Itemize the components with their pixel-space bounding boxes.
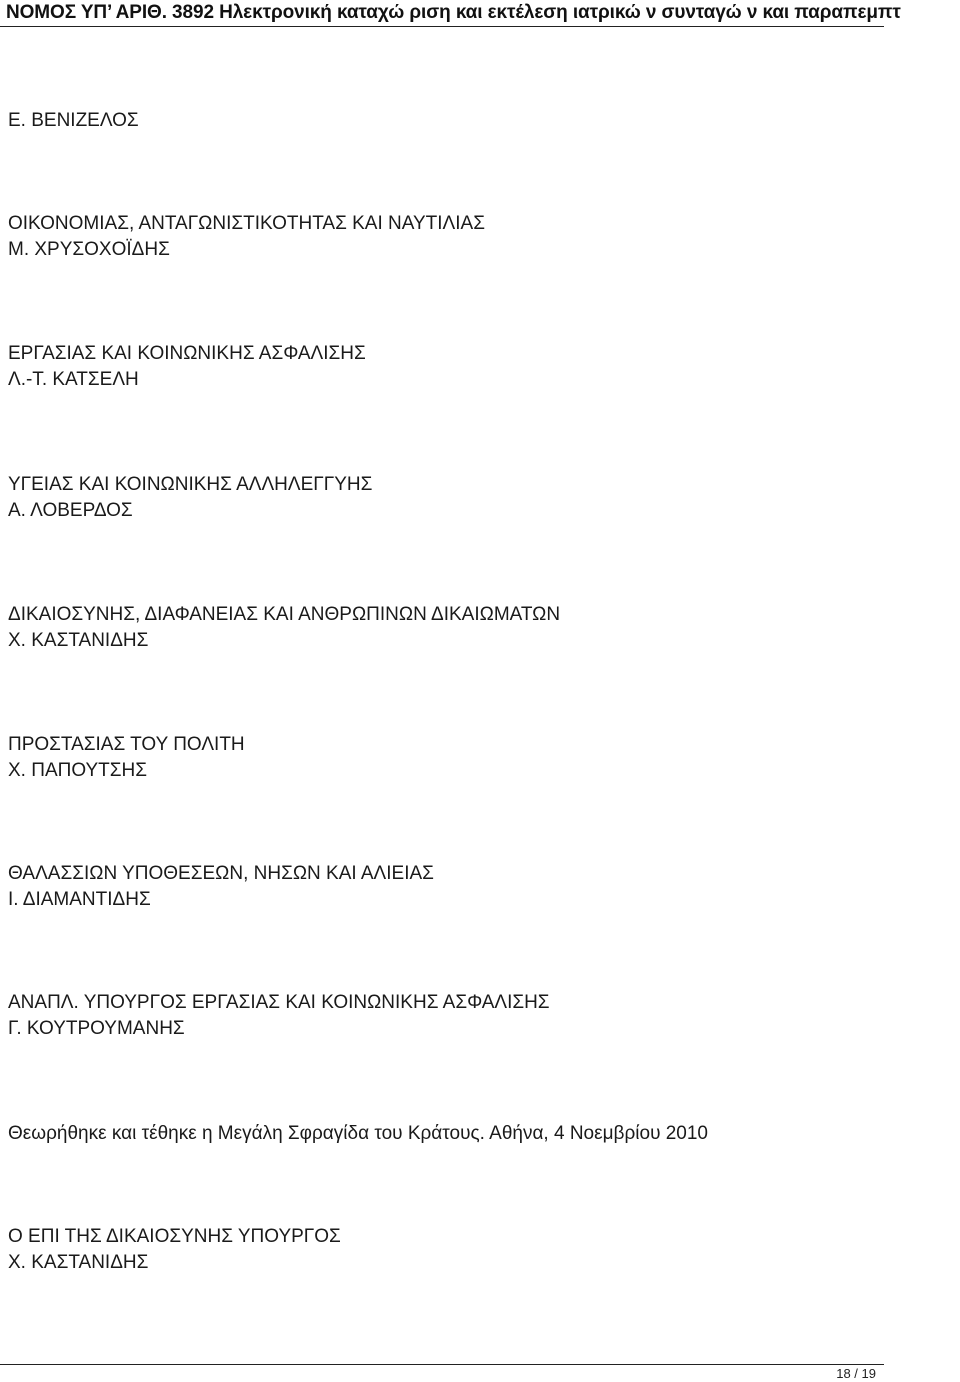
ministry-title: ΥΓΕΙΑΣ ΚΑΙ ΚΟΙΝΩΝΙΚΗΣ ΑΛΛΗΛΕΓΓΥΗΣ <box>8 474 373 495</box>
signature-block-justice <box>8 602 560 653</box>
footer-divider <box>0 1364 884 1365</box>
seal-statement-text: Θεωρήθηκε και τέθηκε η Μεγάλη Σφραγίδα του Κράτους. Αθήνα, 4 Νοεμβρίου 2010 <box>8 1123 709 1144</box>
ministry-title: ΠΡΟΣΤΑΣΙΑΣ ΤΟΥ ΠΟΛΙΤΗ <box>8 734 245 755</box>
ministry-title: Ο ΕΠΙ ΤΗΣ ΔΙΚΑΙΟΣΥΝΗΣ ΥΠΟΥΡΓΟΣ <box>8 1226 341 1247</box>
signatory-name: Χ. ΚΑΣΤΑΝΙΔΗΣ <box>8 629 149 651</box>
ministry-title: ΑΝΑΠΛ. ΥΠΟΥΡΓΟΣ ΕΡΓΑΣΙΑΣ ΚΑΙ ΚΟΙΝΩΝΙΚΗΣ ΑΣΦΑΛΙΣΗΣ <box>8 992 550 1013</box>
signature-block-deputy-labour <box>8 990 550 1041</box>
signatory-name: Ι. ΔΙΑΜΑΝΤΙΔΗΣ <box>8 888 151 910</box>
header-divider <box>0 26 884 27</box>
signature-block-economy <box>8 211 485 262</box>
signatory-name: Ε. ΒΕΝΙΖΕΛΟΣ <box>8 110 139 131</box>
signatory-name: Χ. ΚΑΣΤΑΝΙΔΗΣ <box>8 1251 149 1273</box>
signature-block-labour <box>8 341 366 392</box>
ministry-title: ΘΑΛΑΣΣΙΩΝ ΥΠΟΘΕΣΕΩΝ, ΝΗΣΩΝ ΚΑΙ ΑΛΙΕΙΑΣ <box>8 863 434 884</box>
great-seal-statement <box>8 1121 708 1147</box>
page-indicator: 18 / 19 <box>836 1366 876 1381</box>
signature-block-citizen-protection <box>8 732 245 783</box>
signatory-name: Γ. ΚΟΥΤΡΟΥΜΑΝΗΣ <box>8 1017 185 1039</box>
signatory-name: Λ.-Τ. ΚΑΤΣΕΛΗ <box>8 368 139 390</box>
ministry-title: ΟΙΚΟΝΟΜΙΑΣ, ΑΝΤΑΓΩΝΙΣΤΙΚΟΤΗΤΑΣ ΚΑΙ ΝΑΥΤΙΛΙΑΣ <box>8 213 485 234</box>
signatory-name: Μ. ΧΡΥΣΟΧΟΪΔΗΣ <box>8 238 170 260</box>
signature-block-prime-deputy <box>8 108 139 134</box>
document-header-title: ΝΟΜΟΣ ΥΠ’ ΑΡΙΘ. 3892 Ηλεκτρονική καταχώ ριση και εκτέλεση ιατρικώ ν συνταγώ ν και παραπεμπτ <box>6 2 901 23</box>
signatory-name: Χ. ΠΑΠΟΥΤΣΗΣ <box>8 759 148 781</box>
signature-block-maritime <box>8 861 434 912</box>
ministry-title: ΕΡΓΑΣΙΑΣ ΚΑΙ ΚΟΙΝΩΝΙΚΗΣ ΑΣΦΑΛΙΣΗΣ <box>8 343 366 364</box>
signature-block-justice-minister <box>8 1224 341 1275</box>
ministry-title: ΔΙΚΑΙΟΣΥΝΗΣ, ΔΙΑΦΑΝΕΙΑΣ ΚΑΙ ΑΝΘΡΩΠΙΝΩΝ ΔΙΚΑΙΩΜΑΤΩΝ <box>8 604 561 625</box>
signature-block-health <box>8 472 372 523</box>
signatory-name: Α. ΛΟΒΕΡΔΟΣ <box>8 499 133 521</box>
